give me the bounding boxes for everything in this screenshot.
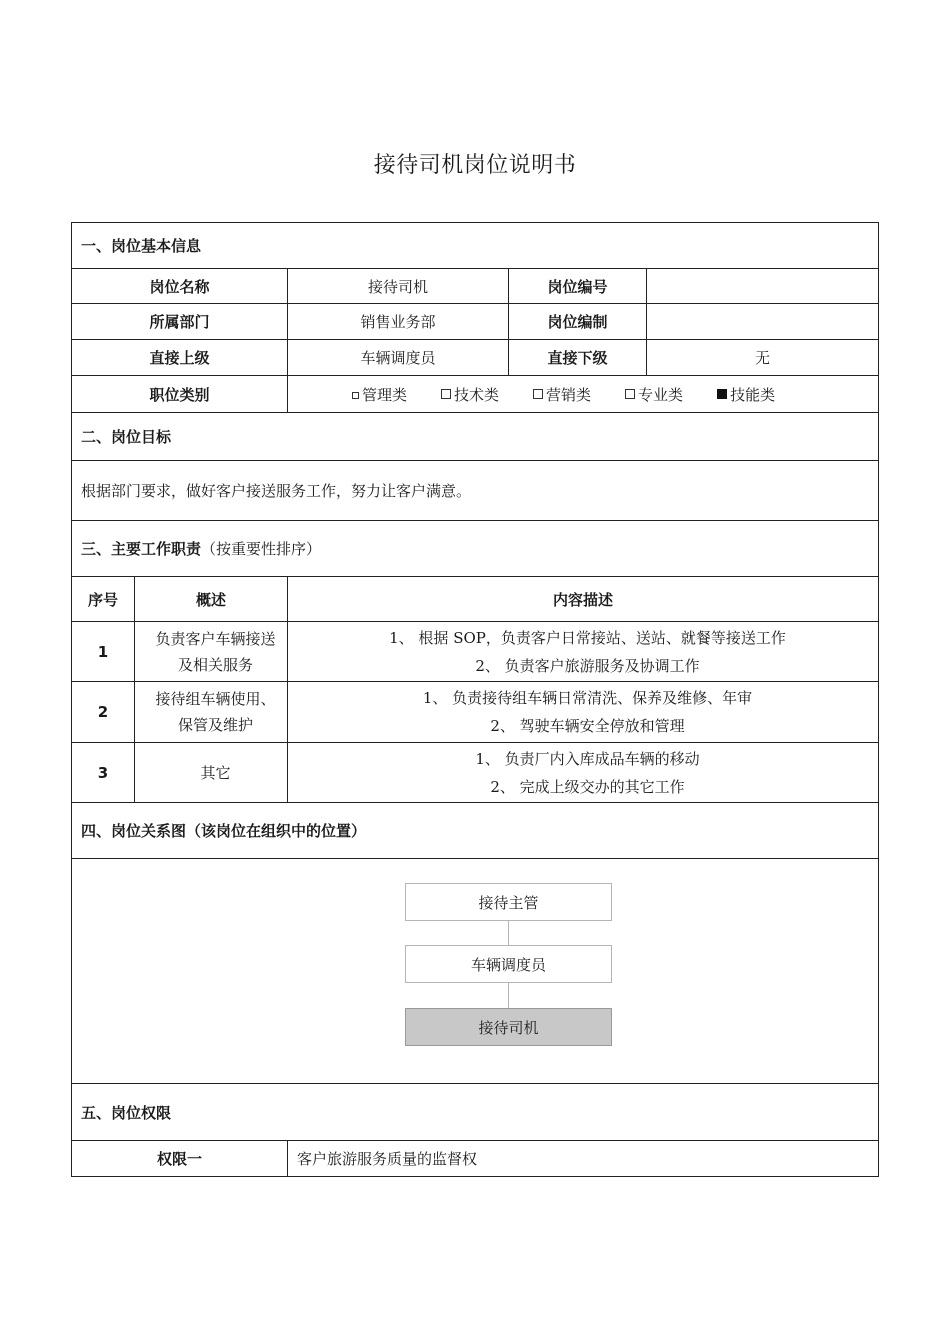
- section-heading-text: 三、主要工作职责: [81, 540, 202, 558]
- field-label: 岗位编制: [509, 304, 647, 339]
- section-duties-header: [72, 521, 878, 577]
- org-connector: [508, 983, 509, 1008]
- org-node-supervisor: 接待主管: [405, 883, 612, 921]
- category-options: [288, 376, 878, 412]
- duty-line: 1、 根据 SOP，负责客户日常接站、送站、就餐等接送工作: [389, 628, 786, 647]
- category-option-management[interactable]: [352, 384, 407, 405]
- duty-summary-line: 其它: [200, 763, 231, 782]
- duty-description: [288, 682, 878, 742]
- category-option-technical[interactable]: [441, 384, 499, 405]
- column-header: 概述: [135, 577, 288, 621]
- job-description-table: [71, 222, 879, 1177]
- category-option-professional[interactable]: [625, 384, 683, 405]
- org-node-dispatcher: 车辆调度员: [405, 945, 612, 983]
- section-authority-header: [72, 1084, 878, 1141]
- option-label: 技术类: [454, 385, 500, 404]
- authority-label: 权限一: [72, 1141, 288, 1176]
- duty-summary-line: 负责客户车辆接送: [155, 629, 276, 648]
- duties-column-header: [72, 577, 878, 622]
- checked-checkbox-icon: [717, 389, 727, 399]
- field-label: 直接上级: [72, 340, 288, 375]
- field-value: 无: [754, 349, 770, 367]
- checkbox-icon: [352, 392, 359, 399]
- section-heading-note: （按重要性排序）: [201, 540, 322, 558]
- goal-row: [72, 461, 878, 521]
- section-goal-header: [72, 413, 878, 461]
- section-heading: [72, 521, 878, 576]
- duty-summary-line: 及相关服务: [177, 655, 253, 674]
- category-option-skill[interactable]: [717, 384, 775, 405]
- checkbox-icon: [441, 389, 451, 399]
- duty-row: [72, 622, 878, 682]
- duty-line: 1、 负责厂内入库成品车辆的移动: [475, 749, 700, 768]
- checkbox-icon: [625, 389, 635, 399]
- section-heading: 五、岗位权限: [81, 1103, 172, 1122]
- field-value: [647, 269, 878, 303]
- field-label: 职位类别: [72, 376, 288, 412]
- duty-number: 2: [72, 682, 135, 742]
- duty-row: [72, 682, 878, 743]
- authority-row: [72, 1141, 878, 1177]
- duty-line: 1、 负责接待组车辆日常清洗、保养及维修、年审: [422, 689, 753, 707]
- duty-number: 3: [72, 743, 135, 802]
- org-connector: [508, 921, 509, 945]
- field-value: 车辆调度员: [288, 340, 509, 375]
- duty-summary: [135, 622, 288, 681]
- duty-summary-line: 保管及维护: [177, 716, 253, 734]
- option-label: 专业类: [638, 385, 684, 404]
- option-label: 管理类: [362, 385, 408, 404]
- section-heading: 二、岗位目标: [81, 428, 172, 446]
- goal-text: 根据部门要求，做好客户接送服务工作，努力让客户满意。: [81, 482, 472, 500]
- section-heading: 一、岗位基本信息: [81, 237, 202, 255]
- field-value: 销售业务部: [288, 304, 509, 339]
- authority-value: 客户旅游服务质量的监督权: [297, 1150, 478, 1168]
- section-basic-info-header: [72, 223, 878, 269]
- duty-line: 2、 完成上级交办的其它工作: [490, 777, 685, 796]
- column-header: 内容描述: [552, 590, 613, 609]
- option-label: 营销类: [546, 385, 592, 404]
- duty-line: 2、 驾驶车辆安全停放和管理: [490, 717, 685, 735]
- section-org-header: [72, 803, 878, 859]
- field-value: [647, 304, 878, 339]
- duty-summary-line: 接待组车辆使用、: [155, 690, 276, 708]
- duty-description: [288, 622, 878, 681]
- option-label: 技能类: [730, 385, 776, 404]
- org-chart: [72, 859, 878, 1084]
- duty-number: 1: [72, 622, 135, 681]
- field-label: 所属部门: [72, 304, 288, 339]
- category-option-marketing[interactable]: [533, 384, 591, 405]
- duty-summary: [135, 743, 288, 802]
- duty-row: [72, 743, 878, 803]
- document-title: 接待司机岗位说明书: [373, 153, 577, 178]
- section-heading: 四、岗位关系图（该岗位在组织中的位置）: [81, 822, 367, 840]
- category-row: [72, 376, 878, 413]
- duty-line: 2、 负责客户旅游服务及协调工作: [475, 656, 700, 675]
- duty-summary: [135, 682, 288, 742]
- info-row: [72, 269, 878, 304]
- duty-description: [288, 743, 878, 802]
- checkbox-icon: [533, 389, 543, 399]
- info-row: [72, 304, 878, 340]
- field-value: 接待司机: [288, 269, 509, 303]
- column-header: 序号: [72, 577, 135, 621]
- field-label: 直接下级: [509, 340, 647, 375]
- field-label: 岗位名称: [72, 269, 288, 303]
- info-row: [72, 340, 878, 376]
- org-node-current-position: 接待司机: [405, 1008, 612, 1046]
- field-label: 岗位编号: [509, 269, 647, 303]
